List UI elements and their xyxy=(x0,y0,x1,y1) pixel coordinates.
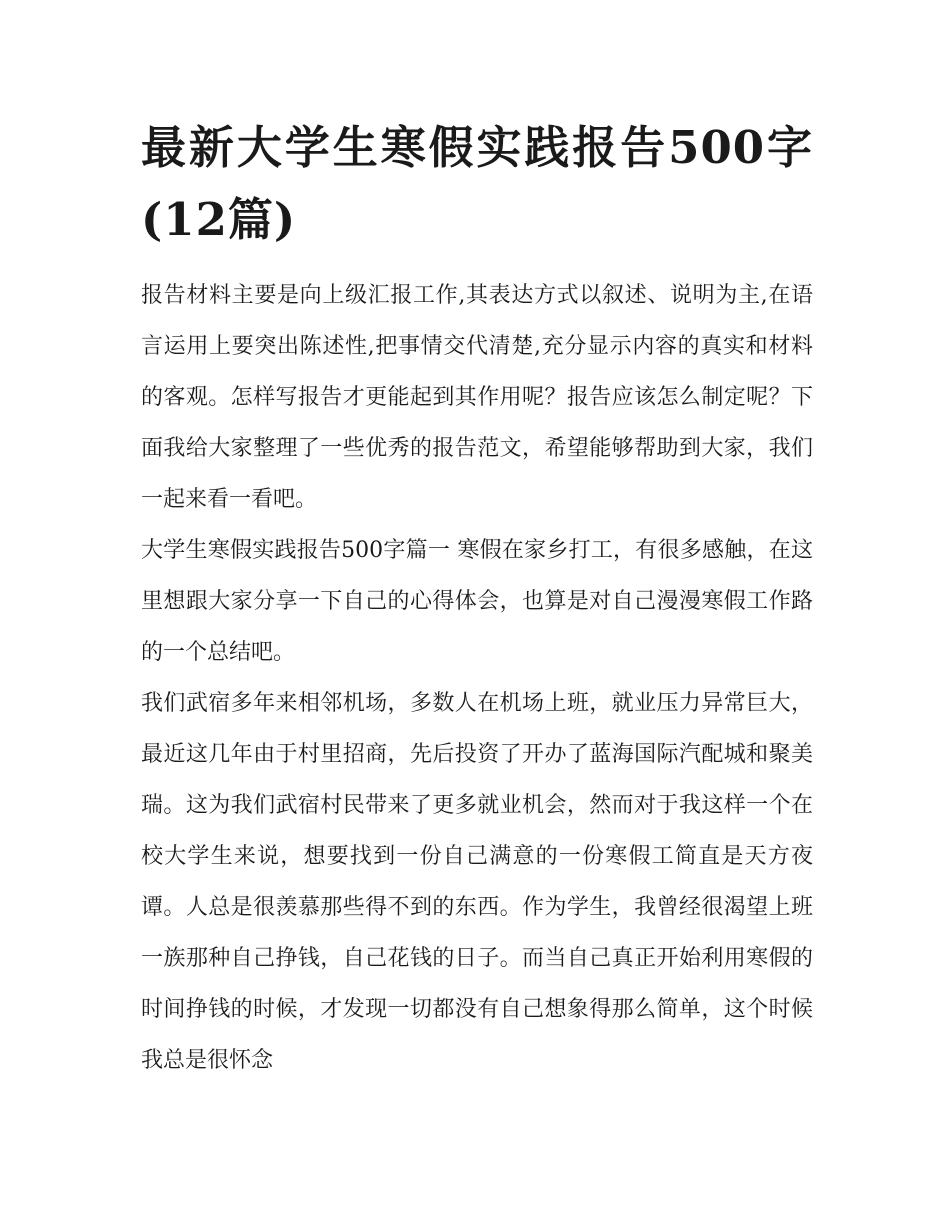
document-body xyxy=(141,112,813,1086)
paragraph-intro: 报告材料主要是向上级汇报工作,其表达方式以叙述、说明为主,在语言运用上要突出陈述性,把事情交代清楚,充分显示内容的真实和材料的客观。怎样写报告才更能起到其作用呢？报告应该怎么制定呢？下面我给大家整理了一些优秀的报告范文，希望能够帮助到大家，我们一起来看一看吧。 xyxy=(141,283,813,512)
document-title: 最新大学生寒假实践报告500字(12篇) xyxy=(141,121,813,246)
paragraph-section-one: 大学生寒假实践报告500字篇一 寒假在家乡打工，有很多感触，在这里想跟大家分享一下自己的心得体会，也算是对自己漫漫寒假工作路的一个总结吧。 xyxy=(141,538,813,665)
paragraph-body: 我们武宿多年来相邻机场，多数人在机场上班，就业压力异常巨大，最近这几年由于村里招商，先后投资了开办了蓝海国际汽配城和聚美瑞。这为我们武宿村民带来了更多就业机会，然而对于我这样一个在校大学生来说，想要找到一份自己满意的一份寒假工简直是天方夜谭。人总是很羡慕那些得不到的东西。作为学生，我曾经很渴望上班一族那种自己挣钱，自己花钱的日子。而当自己真正开始利用寒假的时间挣钱的时候，才发现一切都没有自己想象得那么简单，这个时候我总是很怀念 xyxy=(141,691,813,1073)
